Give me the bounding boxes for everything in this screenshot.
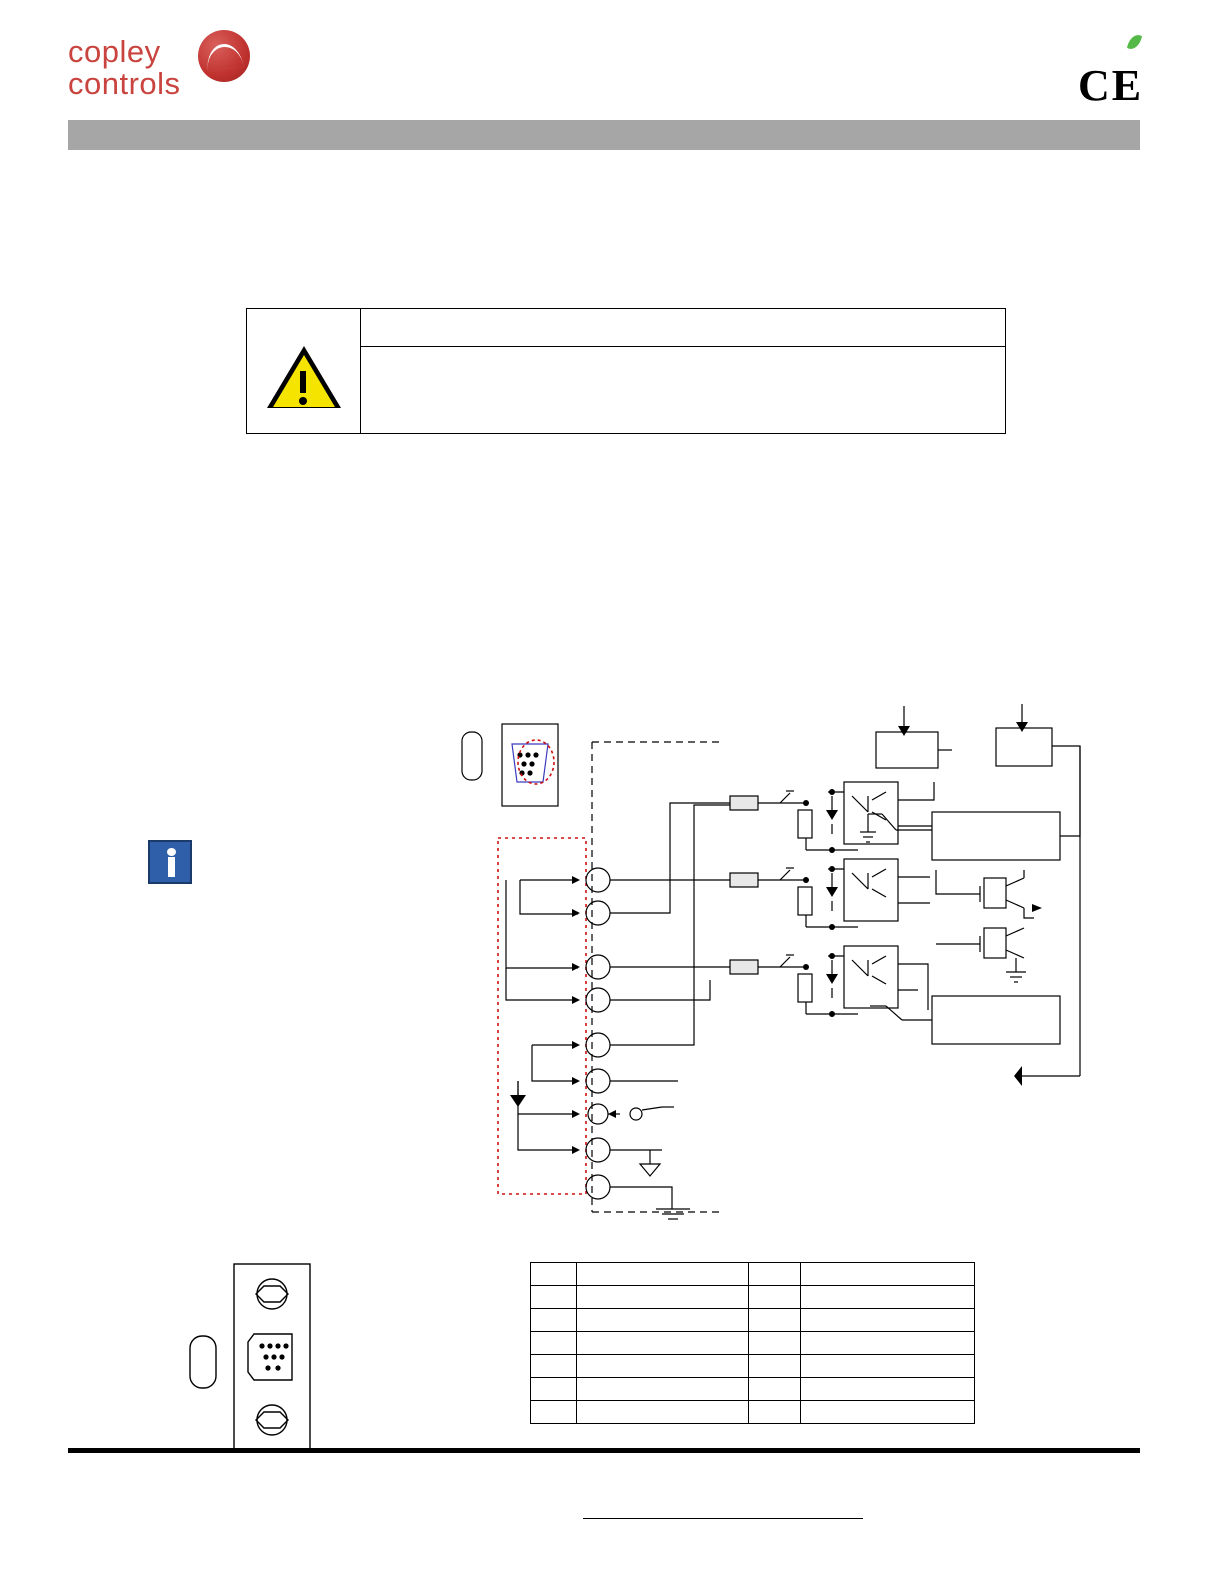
earth-ground-symbol (610, 1187, 690, 1219)
header-pin-2 (749, 1263, 801, 1286)
table-row (531, 1332, 975, 1355)
logo-line-1: copley (68, 34, 161, 69)
cell-signal-2 (801, 1332, 975, 1355)
header-gray-bar (68, 120, 1140, 150)
information-icon (148, 840, 192, 884)
company-logo (68, 30, 328, 110)
table-row (531, 1286, 975, 1309)
warning-row-2 (361, 347, 1005, 433)
cell-signal (577, 1401, 749, 1424)
warning-row-1 (361, 309, 1005, 347)
header-signal (577, 1263, 749, 1286)
cell-pin (531, 1286, 577, 1309)
db9-female-connector-drawing (180, 1262, 330, 1452)
cell-signal (577, 1378, 749, 1401)
input-protection-networks (730, 782, 934, 1017)
cell-pin-2 (749, 1332, 801, 1355)
header-signal-2 (801, 1263, 975, 1286)
pin-assignment-table (530, 1262, 975, 1424)
cell-pin-2 (749, 1355, 801, 1378)
header-pin (531, 1263, 577, 1286)
information-icon-bar (168, 857, 175, 877)
shield-wire-arrows (506, 876, 580, 1154)
db9-connector-pictogram (462, 724, 558, 806)
cell-pin-2 (749, 1309, 801, 1332)
cell-pin (531, 1378, 577, 1401)
warning-text-cell (361, 309, 1005, 433)
cell-signal (577, 1355, 749, 1378)
cell-pin (531, 1332, 577, 1355)
table-row (531, 1401, 975, 1424)
warning-exclamation-bar (300, 371, 306, 393)
warning-callout-box (246, 308, 1006, 434)
wiring-schematic (440, 700, 1120, 1240)
warning-icon-cell (247, 309, 361, 433)
cell-signal (577, 1286, 749, 1309)
cell-signal-2 (801, 1309, 975, 1332)
pin-terminal-circles (586, 868, 610, 1199)
table-row (531, 1309, 975, 1332)
signal-ground-symbol (610, 1150, 662, 1176)
ce-mark-icon: CE (1078, 61, 1144, 110)
green-leaf-icon (1126, 32, 1142, 54)
page-header (0, 0, 1225, 160)
table-header-row (531, 1263, 975, 1286)
warning-exclamation-dot (299, 397, 307, 405)
cell-pin (531, 1309, 577, 1332)
footer-underline (583, 1518, 863, 1519)
cell-pin (531, 1401, 577, 1424)
cell-pin-2 (749, 1401, 801, 1424)
cell-signal (577, 1332, 749, 1355)
cell-signal-2 (801, 1286, 975, 1309)
output-transistor-symbols (936, 870, 1042, 982)
cell-signal-2 (801, 1378, 975, 1401)
logo-line-2: controls (68, 66, 181, 101)
information-icon-dot (167, 848, 176, 856)
table-row (531, 1355, 975, 1378)
cell-pin-2 (749, 1378, 801, 1401)
copley-swoosh-logo-icon (198, 30, 250, 82)
table-row (531, 1378, 975, 1401)
cell-signal-2 (801, 1355, 975, 1378)
cell-pin-2 (749, 1286, 801, 1309)
pin7-switch-symbol (608, 1107, 674, 1120)
footer-rule (68, 1448, 1140, 1453)
cell-pin (531, 1355, 577, 1378)
cell-signal (577, 1309, 749, 1332)
logo-text (68, 36, 181, 100)
cell-signal-2 (801, 1401, 975, 1424)
